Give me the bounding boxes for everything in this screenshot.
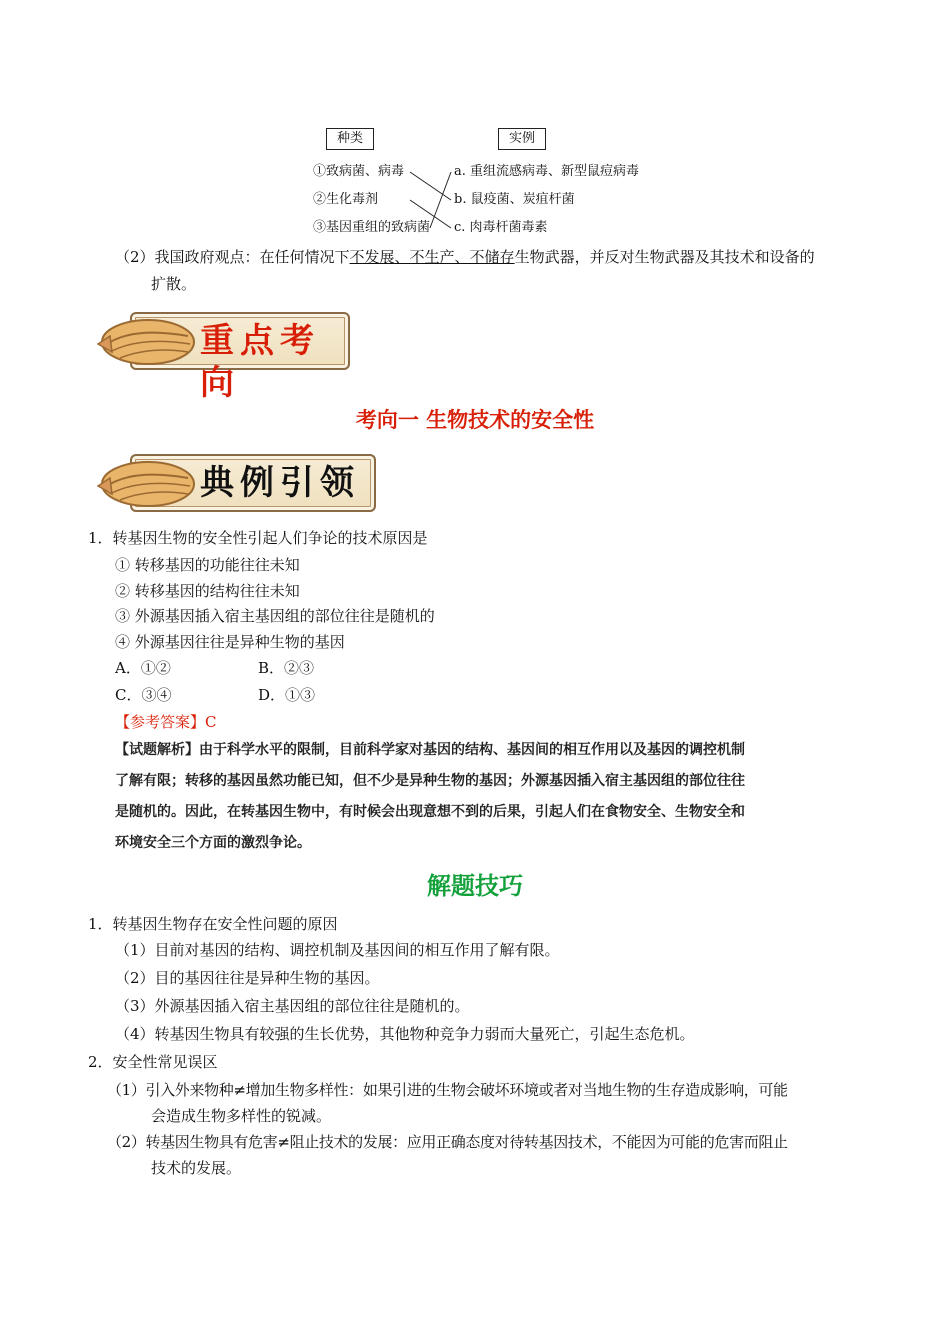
connector-3-a <box>430 172 451 228</box>
question-item-4: ④ 外源基因往往是异种生物的基因 <box>115 633 345 651</box>
shell-icon <box>90 448 200 518</box>
tips-heading-1-item-1: （1）目前对基因的结构、调控机制及基因间的相互作用了解有限。 <box>115 941 560 959</box>
diagram-left-header: 种类 <box>326 128 374 150</box>
tips-heading-1-item-2: （2）目的基因往往是异种生物的基因。 <box>115 969 380 987</box>
diagram-right-item-b: b. 鼠疫菌、炭疽杆菌 <box>454 192 575 207</box>
policy-prefix: （2）我国政府观点：在任何情况下 <box>115 248 350 266</box>
diagram-left-item-3: ③基因重组的致病菌 <box>313 220 431 235</box>
banner-example-label: 典例引领 <box>200 463 360 503</box>
tips-heading-1-item-3: （3）外源基因插入宿主基因组的部位往往是随机的。 <box>115 997 470 1015</box>
banner-key-directions <box>90 306 350 403</box>
option-a: A．①② <box>115 659 171 677</box>
option-d: D．①③ <box>258 686 316 704</box>
banner-key-directions-label: 重点考向 <box>200 321 320 403</box>
tips-heading-1-item-4: （4）转基因生物具有较强的生长优势，其他物种竞争力弱而大量死亡，引起生态危机。 <box>115 1025 695 1043</box>
explanation-line-4: 环境安全三个方面的激烈争论。 <box>115 835 311 851</box>
explanation-line-3: 是随机的。因此，在转基因生物中，有时候会出现意想不到的后果，引起人们在食物安全、生物安全和 <box>115 804 745 820</box>
tips-heading-2: 2．安全性常见误区 <box>88 1053 218 1071</box>
policy-line-2: 扩散。 <box>151 275 197 293</box>
diagram-connector-lines <box>0 0 950 260</box>
diagram-left-item-1: ①致病菌、病毒 <box>313 164 405 179</box>
answer-line <box>115 712 217 732</box>
answer-label: 【参考答案】 <box>115 713 206 731</box>
question-stem: 1．转基因生物的安全性引起人们争论的技术原因是 <box>88 529 428 547</box>
connector-2-c <box>410 200 451 228</box>
policy-underlined: 不发展、不生产、不储存 <box>349 248 515 266</box>
explanation-line-1: 【试题解析】由于科学水平的限制，目前科学家对基因的结构、基因间的相互作用以及基因的调控机制 <box>115 742 745 758</box>
diagram-right-header: 实例 <box>498 128 546 150</box>
policy-suffix: 生物武器，并反对生物武器及其技术和设备的 <box>514 248 815 266</box>
question-item-1: ① 转移基因的功能往往未知 <box>115 556 300 574</box>
answer-value: C <box>205 713 217 731</box>
connector-1-b <box>410 172 451 200</box>
diagram-right-item-a: a. 重组流感病毒、新型鼠痘病毒 <box>454 164 640 179</box>
tips-heading-2-item-1-line-1: （1）引入外来物种≠增加生物多样性：如果引进的生物会破坏环境或者对当地生物的生存造成影响，可能 <box>107 1081 788 1099</box>
explanation <box>115 735 875 859</box>
tips-heading-2-item-2-line-2: 技术的发展。 <box>151 1159 242 1177</box>
section-title: 考向一 生物技术的安全性 <box>355 408 595 432</box>
tips-heading-2-item-2-line-1: （2）转基因生物具有危害≠阻止技术的发展：应用正确态度对待转基因技术，不能因为可能的危害而阻止 <box>107 1133 788 1151</box>
tips-heading-1: 1．转基因生物存在安全性问题的原因 <box>88 915 338 933</box>
banner-example <box>90 448 376 518</box>
tips-title: 解题技巧 <box>427 872 523 900</box>
explanation-line-2: 了解有限；转移的基因虽然功能已知，但不少是异种生物的基因；外源基因插入宿主基因组的部位往往 <box>115 773 745 789</box>
shell-icon <box>90 306 200 376</box>
diagram-left-item-2: ②生化毒剂 <box>313 192 379 207</box>
question-item-2: ② 转移基因的结构往往未知 <box>115 582 300 600</box>
option-c: C．③④ <box>115 686 172 704</box>
policy-line-1 <box>115 247 815 267</box>
question-item-3: ③ 外源基因插入宿主基因组的部位往往是随机的 <box>115 607 435 625</box>
diagram-right-item-c: c. 肉毒杆菌毒素 <box>454 220 548 235</box>
tips-heading-2-item-1-line-2: 会造成生物多样性的锐减。 <box>151 1107 332 1125</box>
option-b: B．②③ <box>258 659 315 677</box>
